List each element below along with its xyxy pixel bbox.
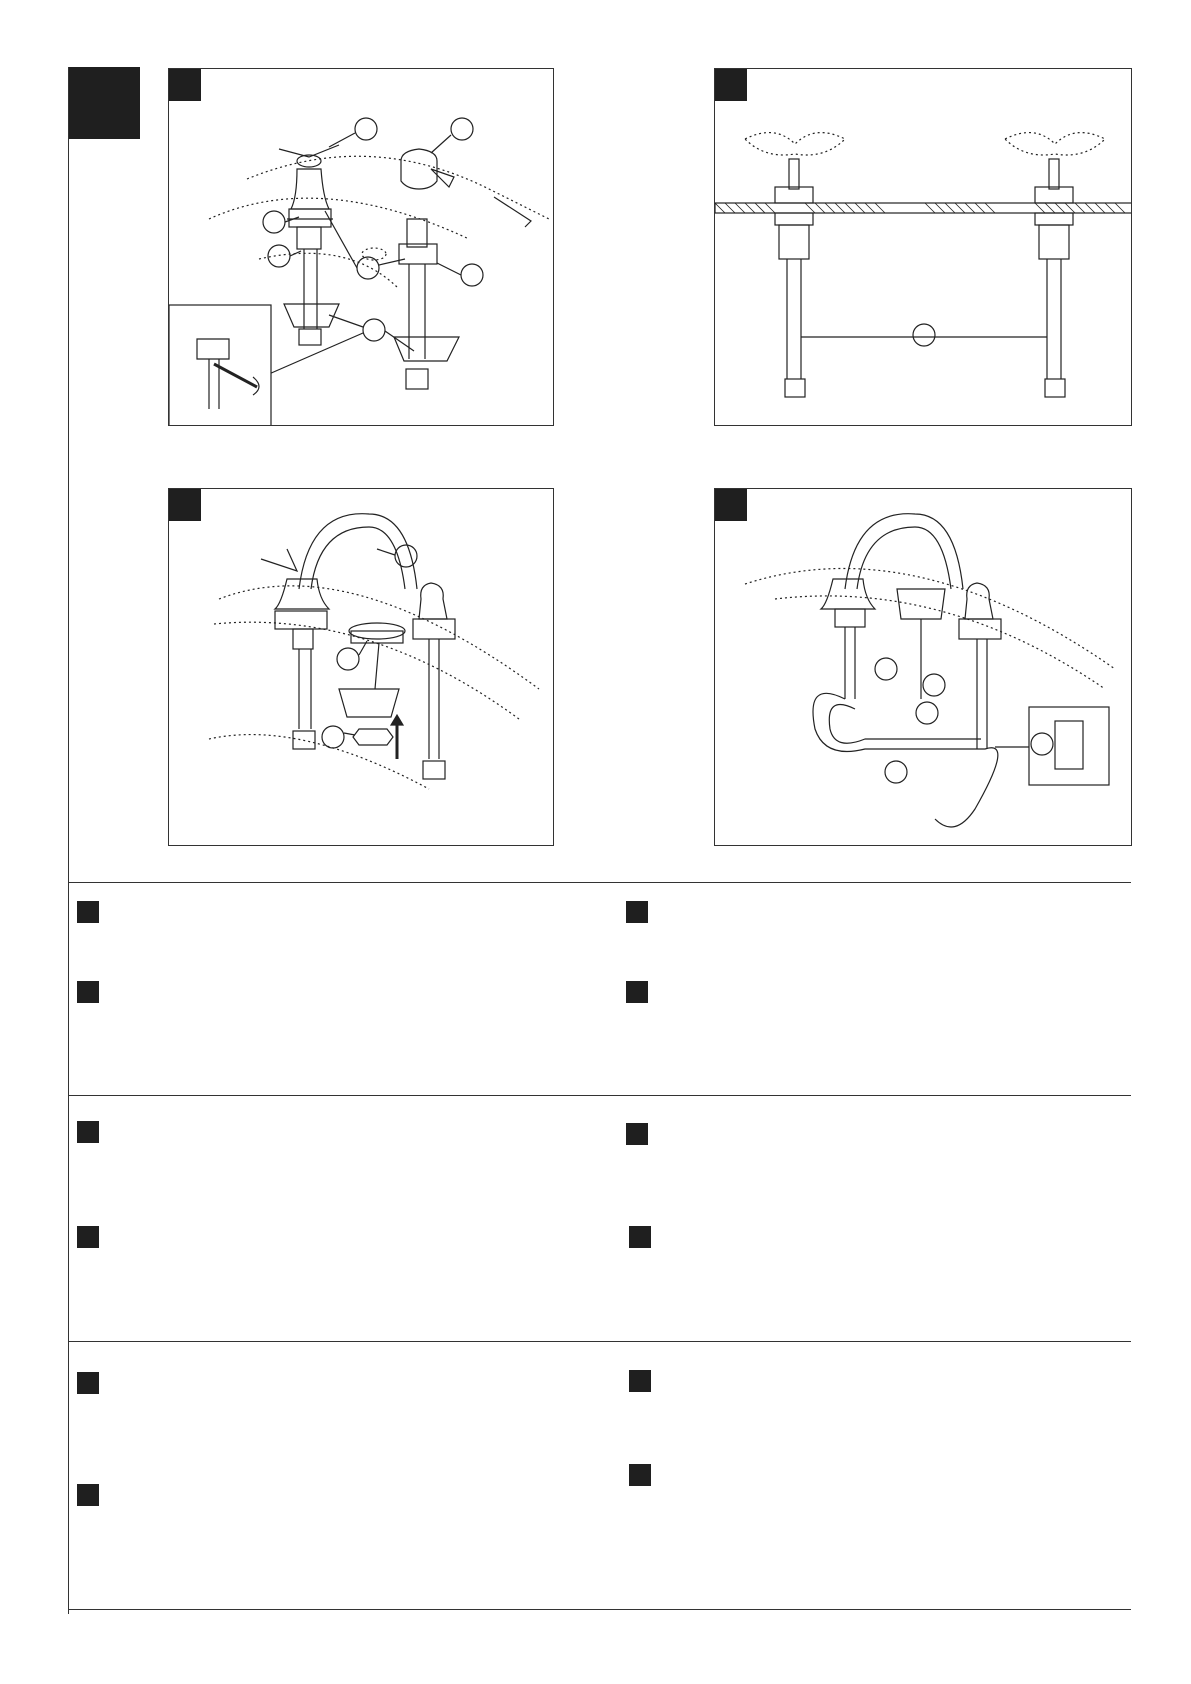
step-marker (77, 901, 99, 923)
step-marker (629, 1370, 651, 1392)
spout-install-drawing (169, 489, 554, 846)
step-marker (77, 1484, 99, 1506)
faucet-valve-assembly-drawing (169, 69, 554, 426)
section-divider (68, 1095, 1131, 1096)
figure-panel-4 (714, 488, 1132, 846)
figure-panel-1 (168, 68, 554, 426)
step-marker (626, 981, 648, 1003)
step-marker (629, 1464, 651, 1486)
section-divider (68, 1609, 1131, 1610)
valve-section-drawing (715, 69, 1132, 426)
step-marker (77, 1121, 99, 1143)
step-marker (629, 1226, 651, 1248)
step-marker (77, 1372, 99, 1394)
section-tab (68, 67, 140, 139)
figure-panel-3 (168, 488, 554, 846)
section-divider (68, 882, 1131, 883)
step-marker (77, 1226, 99, 1248)
figure-panel-2 (714, 68, 1132, 426)
step-marker (626, 901, 648, 923)
section-divider (68, 1341, 1131, 1342)
page-frame-left-rule (68, 67, 69, 1614)
step-marker (77, 981, 99, 1003)
step-marker (626, 1123, 648, 1145)
supply-hose-connection-drawing (715, 489, 1132, 846)
